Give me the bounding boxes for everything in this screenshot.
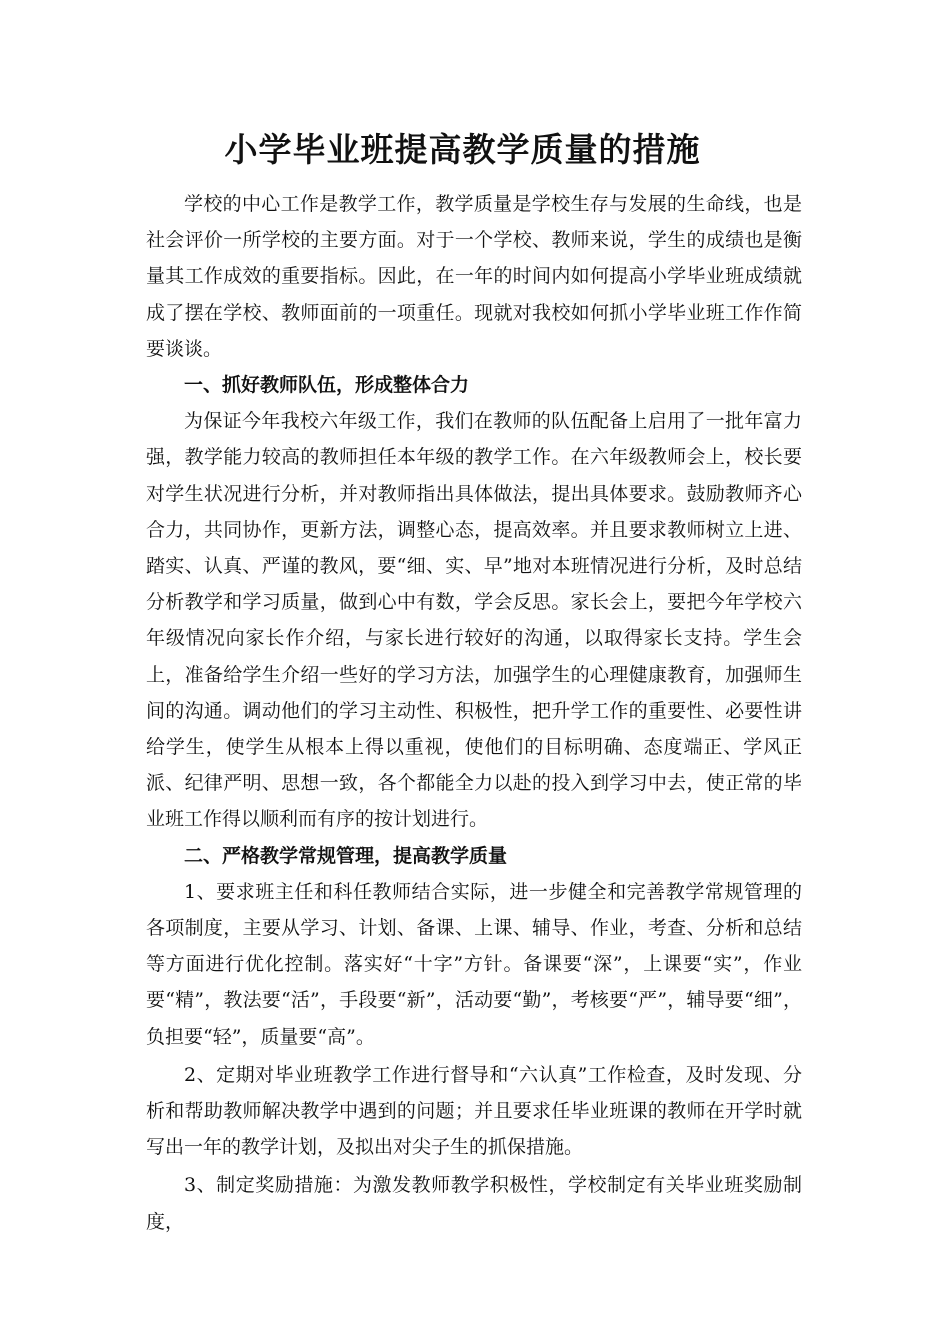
section-2-heading: 二、严格教学常规管理，提高教学质量 — [184, 844, 508, 867]
document-body — [146, 186, 802, 1240]
section-2-item-2: 2、定期对毕业班教学工作进行督导和“六认真”工作检查，及时发现、分析和帮助教师解决教学中遇到的问题；并且要求任毕业班课的教师在开学时就写出一年的教学计划，及拟出对尖子生的抓保措施。 — [146, 1063, 802, 1159]
section-1-heading: 一、抓好教师队伍，形成整体合力 — [184, 374, 470, 397]
section-2-item-1: 1、要求班主任和科任教师结合实际，进一步健全和完善教学常规管理的各项制度，主要从学习、计划、备课、上课、辅导、作业，考查、分析和总结等方面进行优化控制。落实好“十字”方针。备课要“深”，上课要“实”，作业要“精”，教法要“活”，手段要“新”，活动要“勤”，考核要“严”，辅导要“细”，负担要“轻”，质量要“高”。 — [146, 880, 802, 1048]
section-2-item-3: 3、制定奖励措施：为激发教师教学积极性，学校制定有关毕业班奖励制度， — [146, 1174, 802, 1233]
intro-paragraph: 学校的中心工作是教学工作，教学质量是学校生存与发展的生命线，也是社会评价一所学校的主要方面。对于一个学校、教师来说，学生的成绩也是衡量其工作成效的重要指标。因此，在一年的时间内如何提高小学毕业班成绩就成了摆在学校、教师面前的一项重任。现就对我校如何抓小学毕业班工作作简要谈谈。 — [146, 193, 802, 360]
section-1-paragraph: 为保证今年我校六年级工作，我们在教师的队伍配备上启用了一批年富力强，教学能力较高的教师担任本年级的教学工作。在六年级教师会上，校长要对学生状况进行分析，并对教师指出具体做法，提出具体要求。鼓励教师齐心合力，共同协作，更新方法，调整心态，提高效率。并且要求教师树立上进、踏实、认真、严谨的教风，要“细、实、早”地对本班情况进行分析，及时总结分析教学和学习质量，做到心中有数，学会反思。家长会上，要把今年学校六年级情况向家长作介绍，与家长进行较好的沟通，以取得家长支持。学生会上，准备给学生介绍一些好的学习方法，加强学生的心理健康教育，加强师生间的沟通。调动他们的学习主动性、积极性，把升学工作的重要性、必要性讲给学生，使学生从根本上得以重视，使他们的目标明确、态度端正、学风正派、纪律严明、思想一致，各个都能全力以赴的投入到学习中去，使正常的毕业班工作得以顺利而有序的按计划进行。 — [146, 410, 802, 831]
document-title: 小学毕业班提高教学质量的措施 — [224, 130, 701, 169]
